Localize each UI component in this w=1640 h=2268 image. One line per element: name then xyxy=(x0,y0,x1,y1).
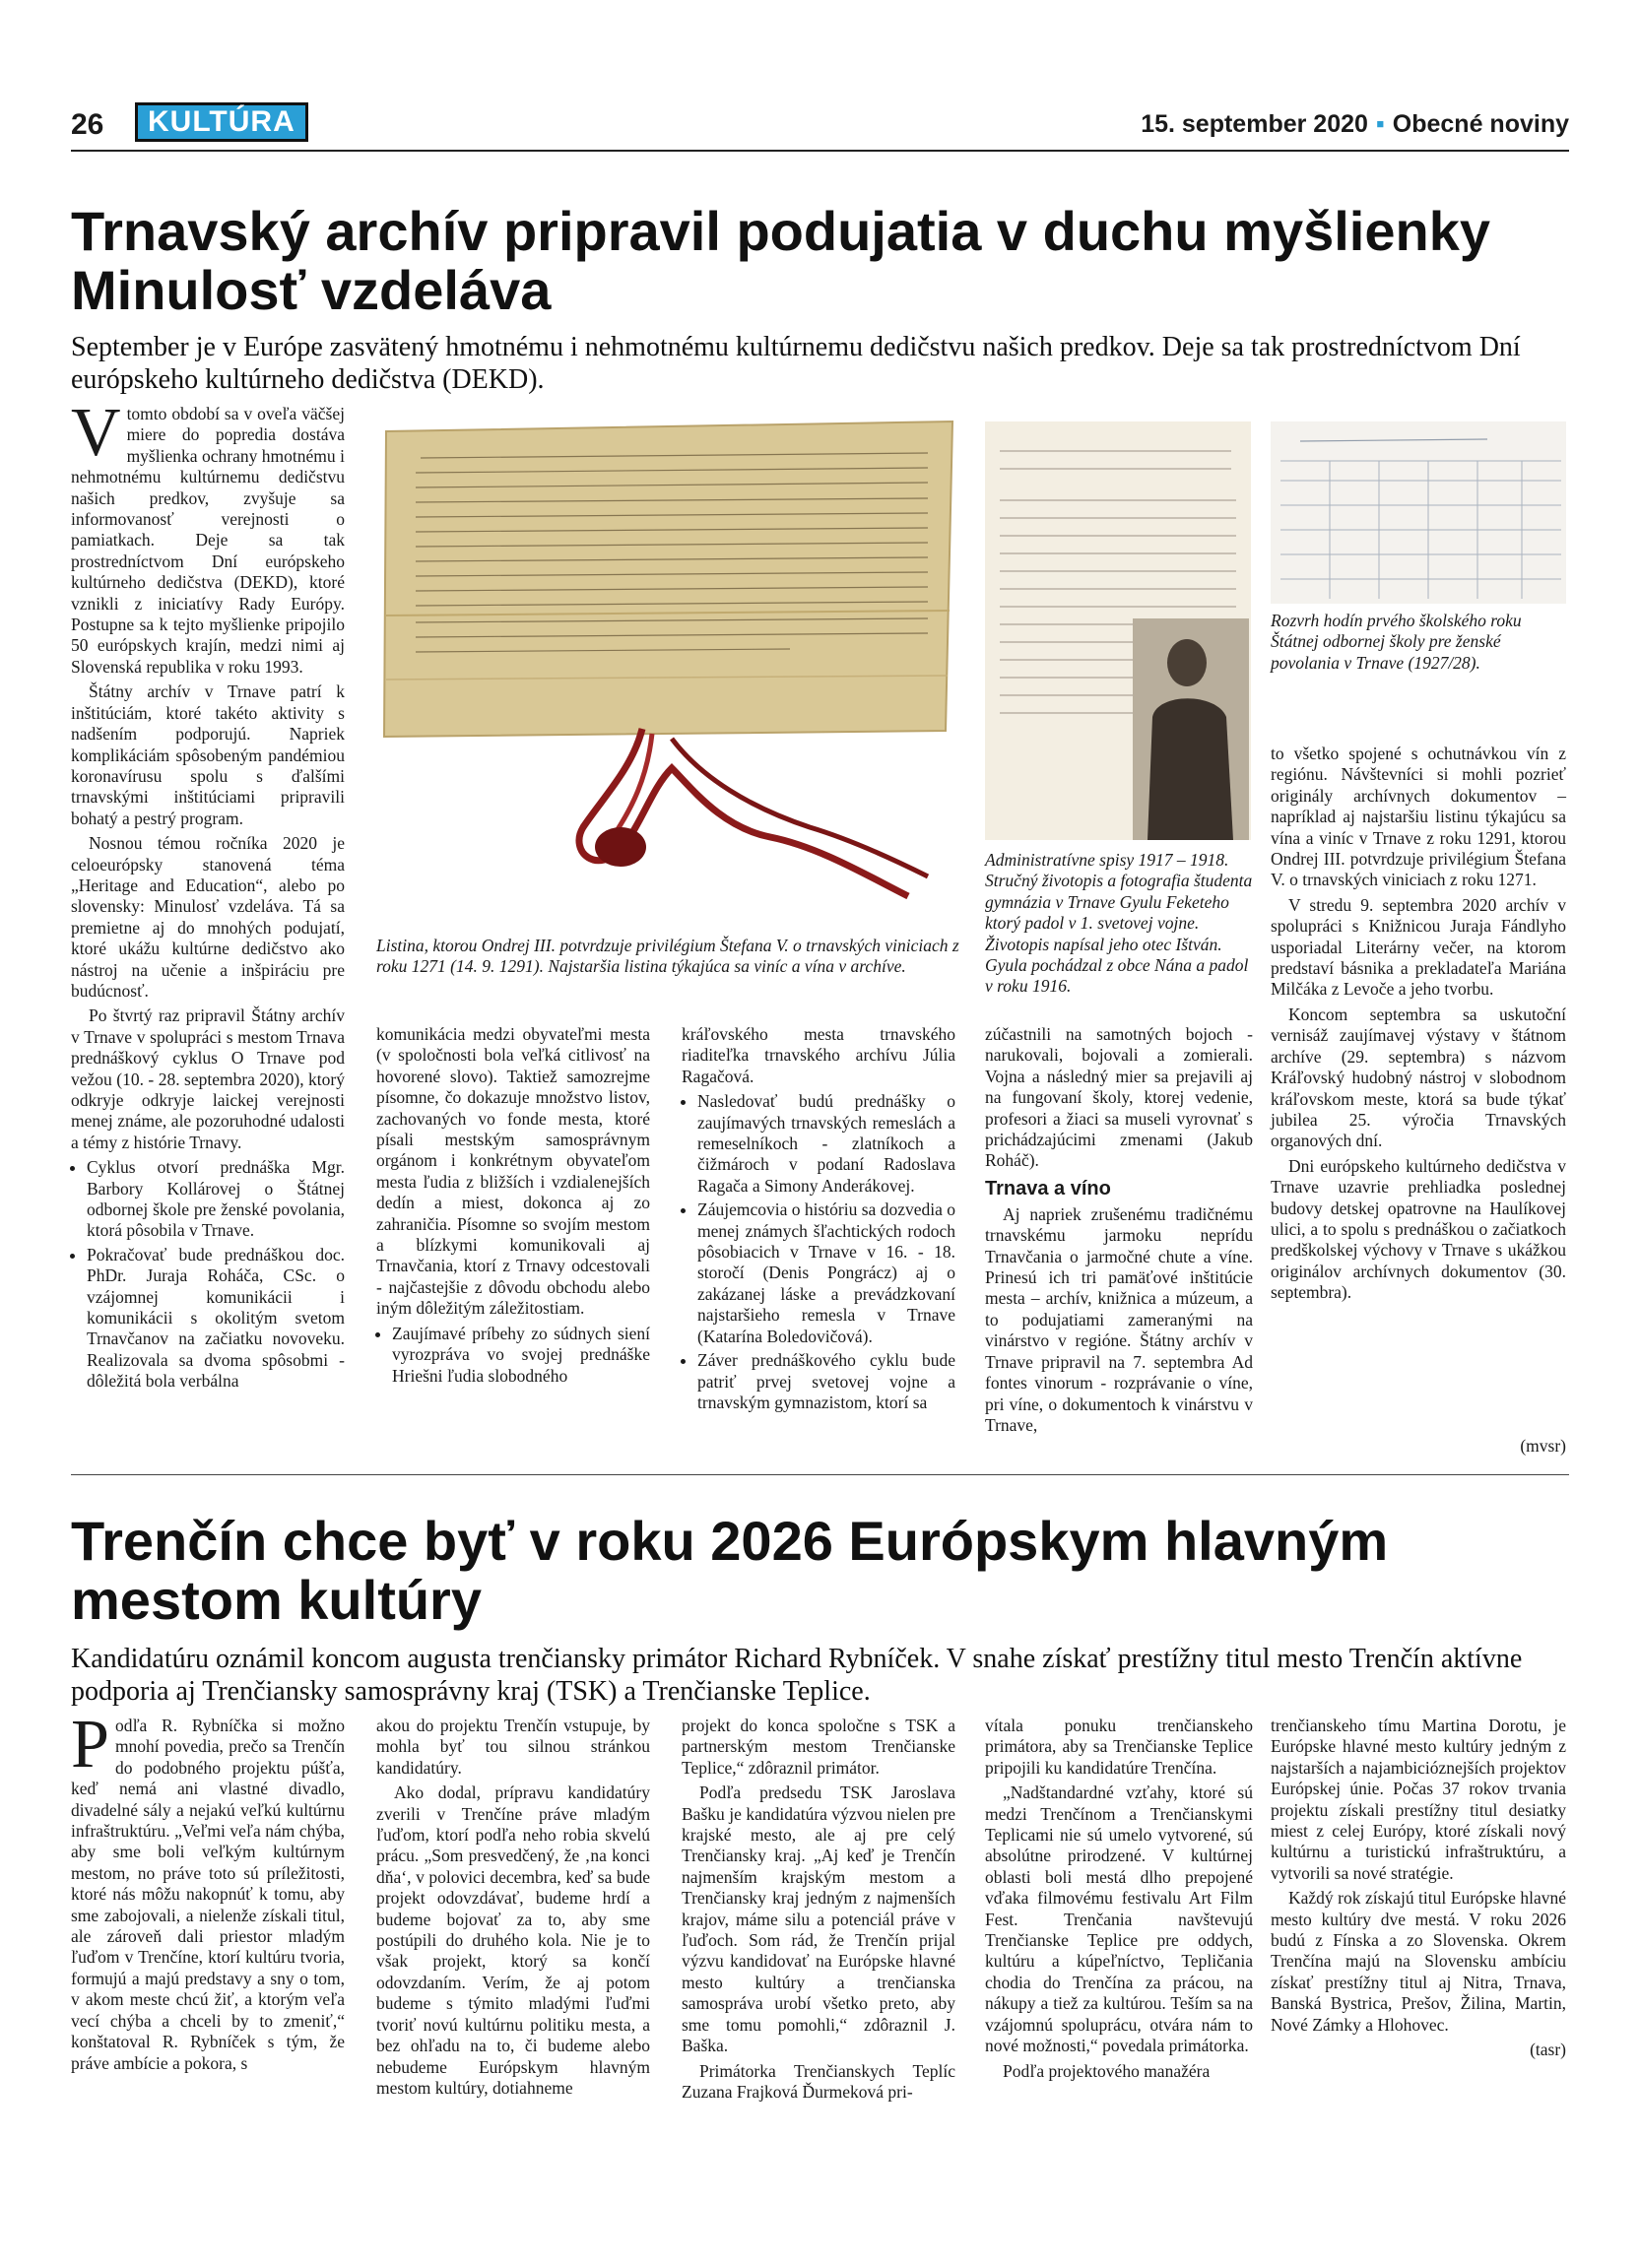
paragraph: Každý rok získajú titul Európske hlavné mesto kultúry dve mestá. V roku 2026 budú z Fínska a zo Slovenska. Okrem Trenčína majú na Slovensku ambíciu získať prestížny titul aj Nitra, Trnava, Banská Bystrica, Prešov, Žilina, Martin, Nové Zámky a Hlohovec. xyxy=(1271,1888,1566,2035)
subheading: Trnava a víno xyxy=(985,1177,1111,1199)
article1-headline xyxy=(71,202,1568,320)
headline-line2: mestom kultúry xyxy=(71,1569,482,1631)
article2-column-5 xyxy=(1271,1716,1566,2061)
paragraph: Aj napriek zrušenému tradičnému trnavskému jarmoku neprídu Trnavčania o jarmočné chute a víne. Prinesú ich tri pamäťové inštitúcie mesta – archív, knižnica a múzeum, a to podujatiami zameranými na vinárstvo v regióne. Štátny archív v Trnave pripravil na 7. septembra Ad fontes vinorum - rozprávanie o víne, pri víne, o dokumentoch k vinárstvu v Trnave, xyxy=(985,1203,1253,1435)
list-item: • Záver prednáškového cyklu bude patriť prvej svetovej vojne a trnavským gymnazistom, ktorí sa xyxy=(697,1350,955,1413)
article1-signature: (mvsr) xyxy=(1520,1436,1566,1456)
headline-line1: Trnavský archív pripravil podujatia v duchu myšlienky xyxy=(71,200,1490,262)
article2-signature: (tasr) xyxy=(1530,2040,1566,2060)
list-item: • Cyklus otvorí prednáška Mgr. Barbory Kollárovej o Štátnej odbornej škole pre ženské povolania, ktorá pôsobila v Trnave. xyxy=(87,1157,345,1242)
article-divider xyxy=(71,1474,1569,1475)
drop-cap: V xyxy=(71,395,121,471)
list-item: • Pokračovať bude prednáškou doc. PhDr. Juraja Roháča, CSc. o vzájomnej komunikácii i komunikácii s okolitým svetom Trnavčanov na začiatku novoveku. Realizovala sa dvoma spôsobmi - dôležitá bola verbálna xyxy=(87,1245,345,1393)
article1-column-1 xyxy=(71,395,345,1395)
list-item: • Zaujímavé príbehy zo súdnych siení vyrozpráva vo svojej prednáške Hriešni ľudia slobodného xyxy=(392,1324,650,1387)
paragraph: Primátorka Trenčianskych Teplíc Zuzana Frajková Ďurmeková pri- xyxy=(682,2060,955,2102)
paragraph: V stredu 9. septembra 2020 archív v spolupráci s Knižnicou Juraja Fándlyho usporiadal Literárny večer, na ktorom predstaví básnika a prekladateľa Mariána Milčáka z Levoče a jeho tvorbu. xyxy=(1271,894,1566,1000)
paragraph: Podľa projektového manažéra xyxy=(1003,2060,1211,2081)
paragraph: Štátny archív v Trnave patrí k inštitúciám, ktoré takéto aktivity s nadšením podporujú. Napriek komplikáciám spôsobeným pandémiou koronavírusu spolu s ďalšími trnavskými inštitúciami pripravili bohatý a pestrý program. xyxy=(71,681,345,828)
paragraph: projekt do konca spoločne s TSK a partnerským mestom Trenčianske Teplice,“ zdôraznil primátor. xyxy=(682,1716,955,1778)
paragraph: Ako dodal, prípravu kandidatúry zverili v Trenčíne práve mladým ľuďom, ktorí podľa neho robia skvelú prácu. „Som presvedčený, že ‚na konci dňa‘, v polovici decembra, keď sa bude projekt odovzdávať, budeme hrdí a budeme bojovať za to, aby sme postúpili do druhého kola. Nie je to však projekt, ktorý sa končí odovzdaním. Verím, že aj potom budeme s týmito mladými ľuďmi tvoriť novú kultúrnu politiku mesta, a bez ohľadu na to, či budeme alebo nebudeme Európskym hlavným mestom kultúry, dotiahneme xyxy=(376,1782,650,2098)
article1-column-2 xyxy=(376,1024,650,1390)
article1-lead: September je v Európe zasvätený hmotnému i nehmotnému kultúrnemu dedičstvu našich predkov. Deje sa tak prostredníctvom Dní európskeho kultúrneho dedičstva (DEKD). xyxy=(71,332,1521,395)
paragraph: Nosnou témou ročníka 2020 je celoeurópsky stanovená téma „Heritage and Education“, alebo po slovensky: Minulosť vzdeláva. Tá sa premietne aj do mnohých podujatí, ktoré ukážu kultúrne dedičstvo ako nástroj na učenie a inšpiráciu pre budúcnosť. xyxy=(71,833,345,1001)
separator-dot: ▪ xyxy=(1375,110,1385,138)
article2-column-3 xyxy=(682,1716,955,2106)
charter-caption: Listina, ktorou Ondrej III. potvrdzuje privilégium Štefana V. o trnavských viniciach z roku 1271 (14. 9. 1291). Najstaršia listina týkajúca sa viníc a vína v archíve. xyxy=(376,936,959,977)
paragraph: zúčastnili na samotných bojoch - narukovali, bojovali a zomierali. Vojna a následný mier sa prejavili aj na fungovaní školy, ktorej vedenie, profesori a žiaci sa museli vyrovnať s prichádzajúcimi zmenami (Jakub Roháč). xyxy=(985,1024,1253,1171)
paragraph: Podľa predsedu TSK Jaroslava Bašku je kandidatúra výzvou nielen pre krajské mesto, ale aj pre celý Trenčiansky kraj. „Aj keď je Trenčín najmenším krajským mestom a Trenčiansky kraj jedným z najmenších krajov, máme silu a potenciál práve v ľuďoch. Som rád, že Trenčín prijal výzvu kandidovať na Európske hlavné mesto kultúry a trenčianska samospráva urobí všetko preto, aby sme tomu pomohli,“ zdôraznil J. Baška. xyxy=(682,1782,955,2056)
issue-date: 15. september 2020 xyxy=(1141,110,1368,138)
drop-cap: P xyxy=(71,1707,109,1782)
admin-documents-caption: Administratívne spisy 1917 – 1918. Stručný životopis a fotografia študenta gymnázia v Trnave Gyulu Feketeho ktorý padol v 1. svetovej vojne. Životopis napísal jeho otec Ištván. Gyula pochádzal z obce Nána a padol v roku 1916. xyxy=(985,850,1253,997)
paragraph: „Nadštandardné vzťahy, ktoré sú medzi Trenčínom a Trenčianskymi Teplicami nie sú umelo vytvorené, sú absolútne prirodzené. V kultúrnej oblasti boli mestá dlho prepojené vďaka filmovému festivalu Art Film Fest. Trenčania navštevujú Trenčianske Teplice pre oddych, kultúru a kúpeľníctvo, Tepličania chodia do Trenčína za prácou, na nákupy a tiež za kultúrou. Teším sa na vzájomnú spoluprácu, otvára nám to nové možnosti,“ povedala primátorka. xyxy=(985,1782,1253,2056)
paragraph: akou do projektu Trenčín vstupuje, by mohla byť tou silnou stránkou kandidatúry. xyxy=(376,1716,650,1778)
paragraph: komunikácia medzi obyvateľmi mesta (v spoločnosti bola veľká citlivosť na hovorené slovo). Taktiež samozrejme písomne, čo dokazuje množstvo listov, zachovaných vo fonde mesta, ktoré písali mestským samosprávnym orgánom i konkrétnym obyvateľom mesta ľudia z bližších i vzdialenejších dedín a miest, dokonca aj zo zahraničia. Písomne so svojím mestom a blízkymi komunikovali aj Trnavčania, ktorí z Trnavy odcestovali - najčastejšie z dôvodu obchodu alebo iným dôležitým záležitostiam. xyxy=(376,1024,650,1319)
list-item: • Nasledovať budú prednášky o zaujímavých trnavských remeslách a remeselníkoch - zlatníkoch a čižmároch v podaní Radoslava Ragača a Simony Anderákovej. xyxy=(697,1091,955,1197)
paragraph: vítala ponuku trenčianskeho primátora, aby sa Trenčianske Teplice pripojili ku kandidatúre Trenčína. xyxy=(985,1716,1253,1778)
article2-column-1 xyxy=(71,1707,345,2078)
header-rule xyxy=(71,150,1569,152)
paragraph: trenčianskeho tímu Martina Dorotu, je Európske hlavné mesto kultúry jedným z najstarších a najambicióznejších projektov Európskej únie. Počas 37 rokov trvania projektu získali prestížny titul desiatky miest z celej Európy, ktoré získali nový kultúrnu a turistickú infraštruktúru, a vytvorili sa nové stratégie. xyxy=(1271,1716,1566,1883)
masthead-info xyxy=(1141,110,1569,139)
article2-column-4 xyxy=(985,1716,1253,2086)
article2-lead: Kandidatúru oznámil koncom augusta trenčiansky primátor Richard Rybníček. V snahe získať prestížny titul mesto Trenčín aktívne podporia aj Trenčiansky samosprávny kraj (TSK) a Trenčianske Teplice. xyxy=(71,1644,1523,1707)
article1-column-5 xyxy=(1271,744,1566,1308)
list-item: • Záujemcovia o históriu sa dozvedia o menej známych šľachtických rodoch pôsobiacich v Trnave v 16. - 18. storočí (Denis Pongrácz) aj o zakázanej láske a prevádzkovaní najstaršieho remesla v Trnave (Katarína Boledovičová). xyxy=(697,1199,955,1347)
paragraph: kráľovského mesta trnavského riaditeľka trnavského archívu Júlia Ragačová. xyxy=(682,1024,955,1086)
article2-headline xyxy=(71,1512,1568,1630)
paragraph: to všetko spojené s ochutnávkou vín z regiónu. Návštevníci si mohli pozrieť originály archívnych dokumentov – napríklad aj najstaršiu listinu týkajúcu sa vína a viníc v Trnave z roku 1291, ktorou Ondrej III. potvrdzuje privilégium Štefana V. o trnavských viniciach z roku 1271. xyxy=(1271,744,1566,890)
paragraph: Dni európskeho kultúrneho dedičstva v Trnave uzavrie prehliadka poslednej budovy detskej opatrovne na Haulíkovej ulici, a to spolu s prednáškou o začiatkoch predškolskej výchovy v Trnave s ukážkou originálov archívnych dokumentov (30. septembra). xyxy=(1271,1155,1566,1303)
article1-column-4 xyxy=(985,1024,1253,1440)
article2-column-2 xyxy=(376,1716,650,2103)
article1-column-3 xyxy=(682,1024,955,1416)
schedule-photo xyxy=(1271,421,1566,604)
publication-name: Obecné noviny xyxy=(1392,110,1569,138)
paragraph: tomto období sa v oveľa väčšej miere do popredia dostáva myšlienka ochrany hmotnému i nehmotnému kultúrnemu dedičstvu našich predkov, zvyšuje sa informovanosť verejnosti o pamiatkach. Deje sa tak prostredníctvom Dní európskeho kultúrneho dedičstva (DEKD), ktoré vznikli z iniciatívy Rady Európy. Postupne sa k tejto myšlienke pripojilo 50 európskych krajín, medzi nimi aj Slovenská republika v roku 1993. xyxy=(71,404,345,677)
admin-documents-photo xyxy=(985,421,1251,840)
charter-photo xyxy=(376,414,962,921)
headline-line1: Trenčín chce byť v roku 2026 Európskym hlavným xyxy=(71,1510,1389,1572)
schedule-caption: Rozvrh hodín prvého školského roku Štátnej odbornej školy pre ženské povolania v Trnave (1927/28). xyxy=(1271,611,1522,673)
section-label: KULTÚRA xyxy=(135,102,308,142)
headline-line2: Minulosť vzdeláva xyxy=(71,259,552,321)
page-number: 26 xyxy=(71,108,104,141)
paragraph: odľa R. Rybníčka si možno mnohí povedia, prečo sa Trenčín do podobného projektu púšťa, keď nemá ani vlastné divadlo, divadelné sály a nejakú veľkú kultúrnu infraštruktúru. „Veľmi veľa nám chýba, aby sme boli veľkým kultúrnym mestom, no práve toto sú príležitosti, ktoré nás môžu nakopnúť k tomu, aby sme zabojovali, a nielenže získali titul, ale zároveň dali priestor mladým ľuďom v Trenčíne, ktorí kultúru tvoria, formujú a majú predstavy a sny o tom, v akom meste chcú žiť, a ktorým veľa vecí chýba a chceli by to zmeniť,“ konštatoval R. Rybníček s tým, že práve ambície a pokora, s xyxy=(71,1716,345,2073)
paragraph: Koncom septembra sa uskutoční vernisáž zaujímavej výstavy v štátnom archíve (29. septembra) s názvom Kráľovský hudobný nástroj v slobodnom kráľovskom meste, ktorá sa bude týkať jubilea 25. výročia Trnavských organových dní. xyxy=(1271,1004,1566,1151)
paragraph: Po štvrtý raz pripravil Štátny archív v Trnave v spolupráci s mestom Trnava prednáškový cyklus O Trnave pod vežou (10. - 28. septembra 2020), ktorý odkryje odkryje laickej verejnosti menej známe, ale pozoruhodné udalosti a témy z histórie Trnavy. xyxy=(71,1005,345,1152)
